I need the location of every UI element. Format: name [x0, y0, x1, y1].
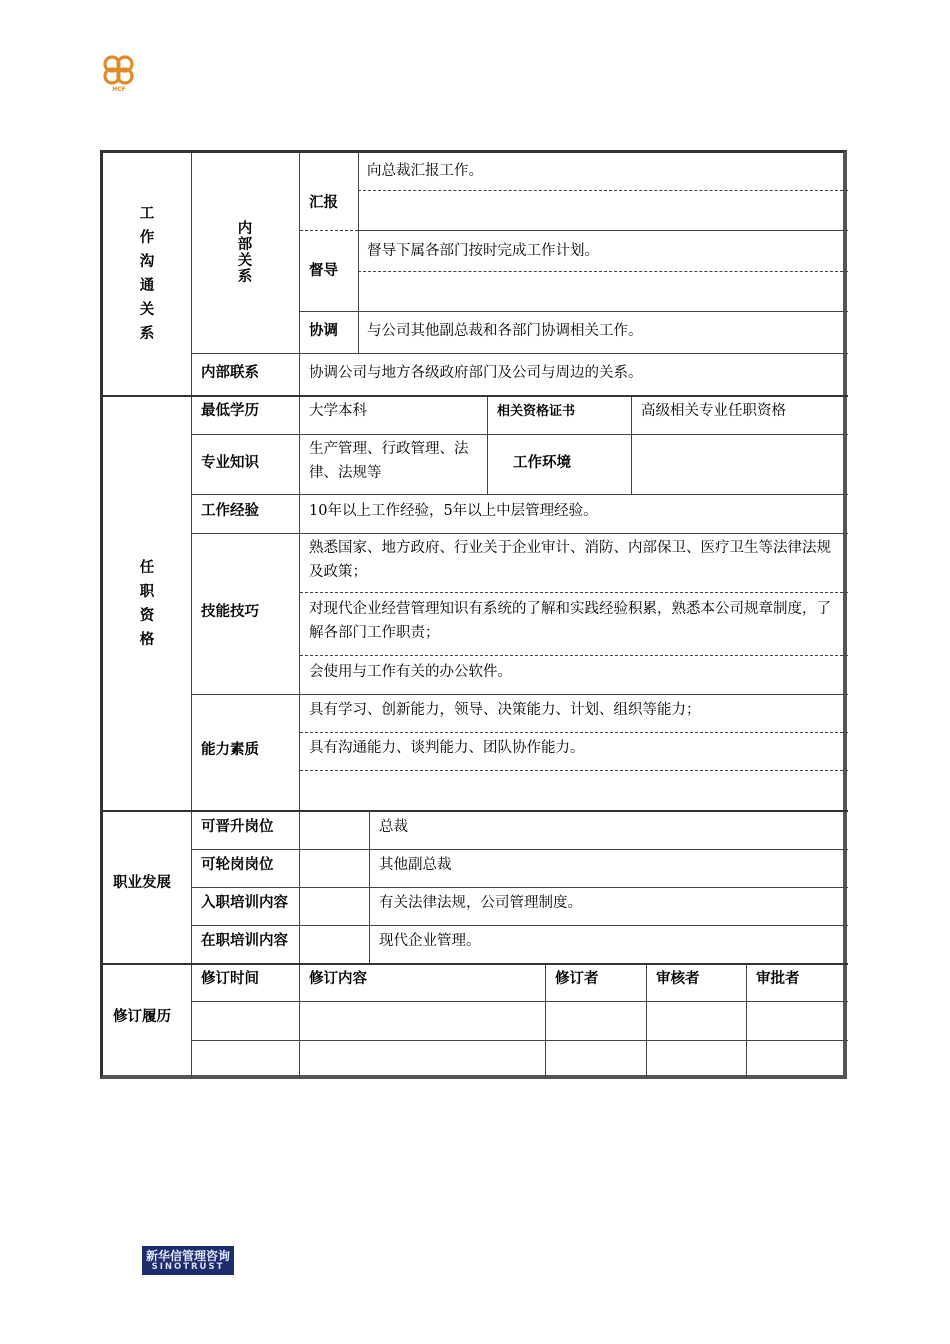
career-value: 现代企业管理。: [379, 933, 481, 949]
career-label: 在职培训内容: [201, 933, 288, 949]
supervise-label: 督导: [309, 263, 338, 279]
divider: [545, 965, 546, 1078]
divider: [191, 397, 192, 810]
knowledge-value: 生产管理、行政管理、法律、法规等: [309, 441, 469, 481]
career-value: 其他副总裁: [379, 857, 452, 873]
divider: [192, 887, 848, 888]
divider: [300, 770, 848, 771]
label-char: 内: [237, 221, 253, 237]
internal-contact-text: 协调公司与地方各级政府部门及公司与周边的关系。: [309, 365, 643, 381]
section-career: 职业发展: [113, 875, 171, 891]
coordinate-label: 协调: [309, 323, 338, 339]
section-char: 作: [139, 230, 155, 246]
skill-item: 熟悉国家、地方政府、行业关于企业审计、消防、内部保卫、医疗卫生等法律法规及政策；: [309, 540, 831, 580]
divider: [300, 592, 848, 593]
footer-brand-en: SINOTRUST: [151, 1262, 225, 1272]
label-char: 系: [237, 269, 253, 285]
career-value: 总裁: [379, 819, 408, 835]
skill-item: 会使用与工作有关的办公软件。: [309, 664, 512, 680]
divider: [646, 965, 647, 1078]
experience-label: 工作经验: [201, 503, 259, 519]
divider: [191, 812, 192, 963]
divider: [300, 732, 848, 733]
section-divider: [103, 963, 848, 965]
footer-brand-logo: [142, 1246, 234, 1275]
education-value: 大学本科: [309, 403, 367, 419]
section-char: 资: [139, 607, 155, 624]
skill-item: 对现代企业经营管理知识有系统的了解和实践经验积累，熟悉本公司规章制度，了解各部门工作职责；: [309, 601, 831, 641]
career-label: 可轮岗岗位: [201, 857, 274, 873]
divider: [631, 397, 632, 494]
supervise-text: 督导下属各部门按时完成工作计划。: [367, 243, 599, 259]
divider: [299, 397, 300, 810]
skills-label: 技能技巧: [201, 604, 259, 620]
section-revision: 修订履历: [113, 1009, 171, 1025]
divider: [299, 153, 300, 395]
internal-contact-label: 内部联系: [201, 365, 259, 381]
company-logo: [98, 52, 140, 94]
internal-relations-label: [191, 153, 299, 353]
knowledge-label: 专业知识: [201, 455, 259, 471]
ability-item: 具有沟通能力、谈判能力、团队协作能力。: [309, 740, 585, 756]
report-text: 向总裁汇报工作。: [367, 163, 483, 179]
logo-text: HCF: [112, 86, 126, 93]
divider: [299, 965, 300, 1078]
section-qualification: [103, 397, 191, 810]
section-char: 任: [139, 559, 155, 576]
divider: [358, 230, 848, 231]
education-label: 最低学历: [201, 403, 259, 419]
divider: [192, 849, 848, 850]
revision-header: 修订者: [555, 971, 599, 987]
section-char: 通: [139, 278, 155, 294]
certificate-label: 相关资格证书: [497, 404, 576, 419]
divider: [300, 655, 848, 656]
section-divider: [103, 810, 848, 812]
divider: [192, 925, 848, 926]
divider: [746, 965, 747, 1078]
divider: [358, 271, 848, 272]
section-char: 职: [139, 583, 155, 600]
divider: [358, 153, 359, 353]
revision-header: 修订时间: [201, 971, 259, 987]
divider: [192, 434, 848, 435]
divider: [299, 812, 300, 963]
environment-label: 工作环境: [513, 455, 571, 471]
experience-value: 10年以上工作经验，5年以上中层管理经验。: [309, 503, 598, 519]
certificate-value: 高级相关专业任职资格: [641, 403, 786, 419]
divider: [192, 694, 848, 695]
ability-item: 具有学习、创新能力，领导、决策能力、计划、组织等能力；: [309, 702, 701, 718]
divider: [192, 353, 848, 354]
career-label: 可晋升岗位: [201, 819, 274, 835]
section-char: 格: [139, 631, 155, 648]
section-divider: [103, 395, 848, 397]
label-char: 部: [237, 237, 253, 253]
section-char: 工: [139, 206, 155, 222]
career-label: 入职培训内容: [201, 895, 288, 911]
section-work-communication: [103, 153, 191, 395]
coordinate-text: 与公司其他副总裁和各部门协调相关工作。: [367, 323, 643, 339]
divider: [192, 1040, 848, 1041]
divider: [192, 494, 848, 495]
footer-brand-cn: 新华信管理咨询: [145, 1249, 230, 1263]
job-description-table: [100, 150, 847, 1079]
divider: [191, 965, 192, 1078]
divider: [192, 1001, 848, 1002]
divider: [191, 153, 192, 395]
report-label: 汇报: [309, 195, 338, 211]
revision-header: 审批者: [756, 971, 800, 987]
section-char: 沟: [139, 254, 155, 270]
divider: [369, 812, 370, 963]
divider: [300, 230, 358, 231]
label-char: 关: [237, 253, 253, 269]
section-char: 关: [139, 302, 155, 318]
career-value: 有关法律法规，公司管理制度。: [379, 895, 582, 911]
divider: [358, 190, 848, 191]
divider: [300, 311, 848, 312]
revision-header: 修订内容: [309, 971, 367, 987]
divider: [487, 397, 488, 494]
divider: [192, 533, 848, 534]
ability-label: 能力素质: [201, 742, 259, 758]
section-char: 系: [139, 326, 155, 342]
revision-header: 审核者: [656, 971, 700, 987]
